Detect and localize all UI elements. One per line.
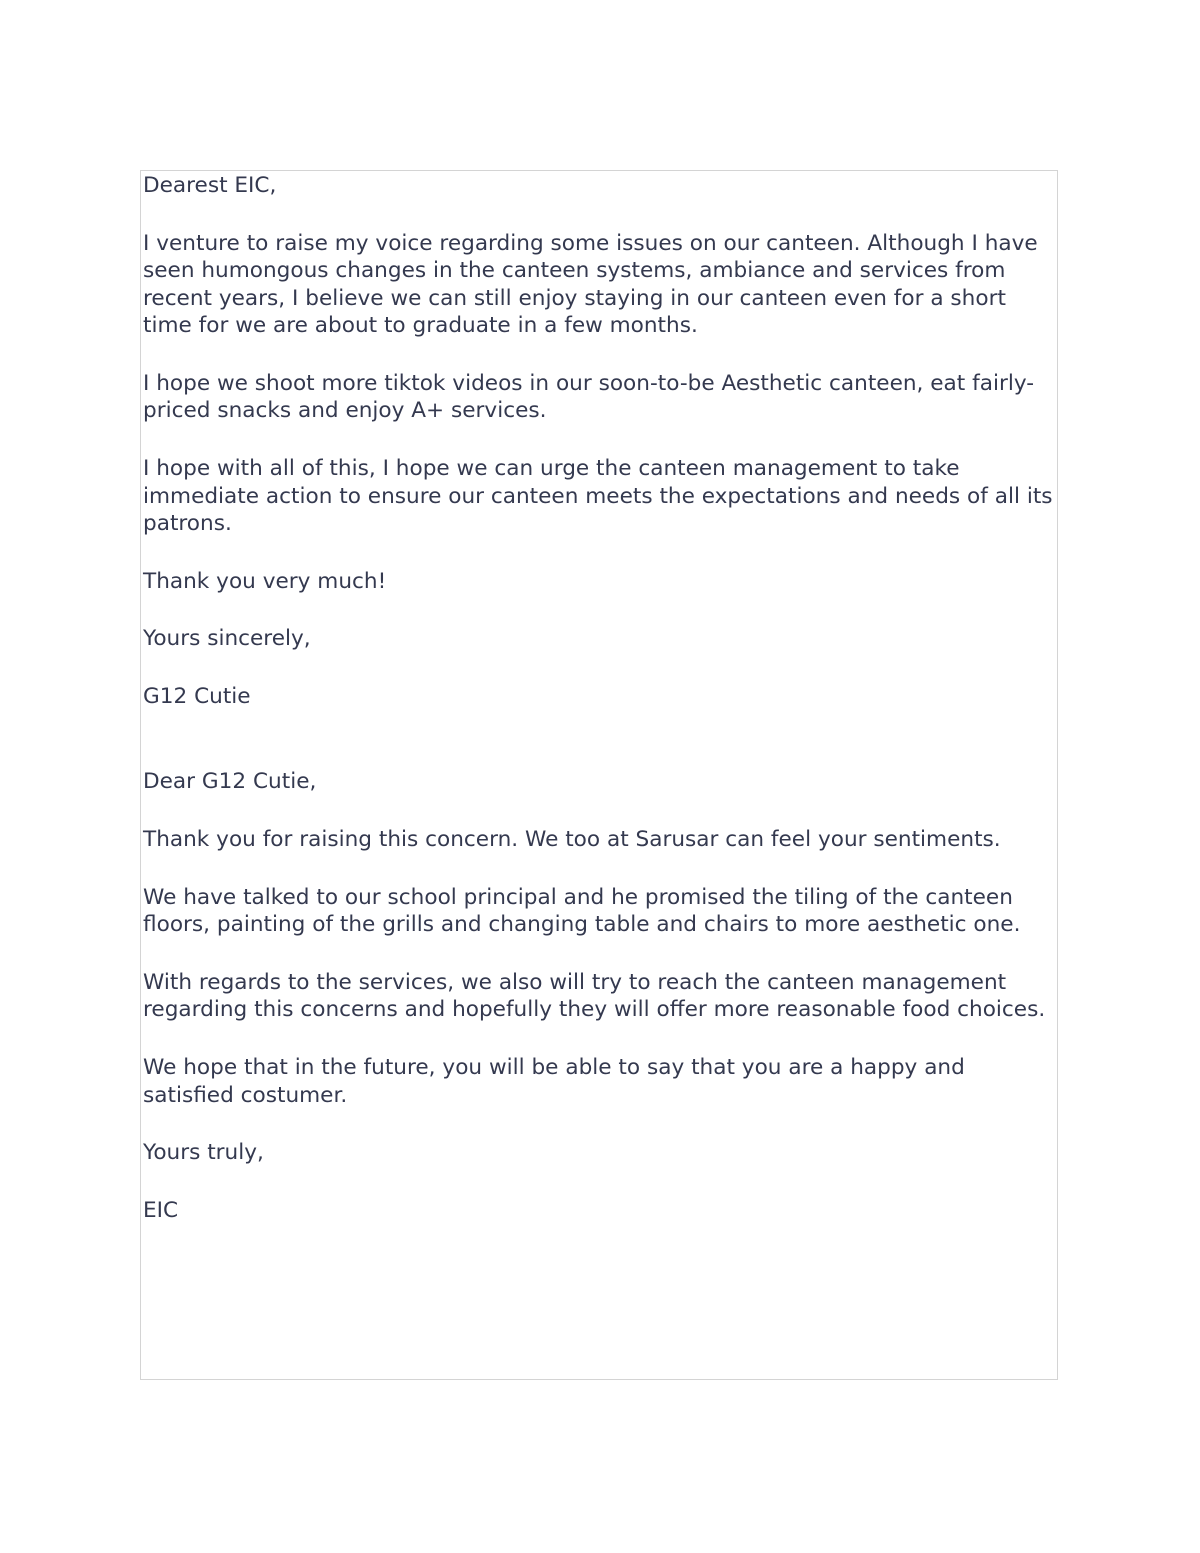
reply-greeting: Dear G12 Cutie, [143,769,317,795]
letter-paragraph-1: I venture to raise my voice regarding some issues on our canteen. Although I have seen humongous changes in the canteen systems, ambiance and services from recent years, I believe we can still enjoy staying in our canteen even for a short time for we are about to graduate in a few months. [143,230,1045,339]
letter-text-box [140,170,1058,1380]
reply-signature: EIC [143,1197,179,1223]
reply-closing: Yours truly, [143,1140,264,1166]
reply-paragraph-1: Thank you for raising this concern. We too at Sarusar can feel your sentiments. [143,827,1001,852]
letter-greeting: Dearest EIC, [143,173,277,198]
reply-paragraph-4: We hope that in the future, you will be able to say that you are a happy and satisfied costumer. [143,1055,972,1108]
letter-closing: Yours sincerely, [143,626,311,652]
letter-paragraph-2: I hope we shoot more tiktok videos in our soon-to-be Aesthetic canteen, eat fairly-priced snacks and enjoy A+ services. [143,370,1035,424]
letter-paragraph-3: I hope with all of this, I hope we can urge the canteen management to take immediate action to ensure our canteen meets the expectations and needs of all its patrons. [143,456,1060,537]
letter-paragraph-4: Thank you very much! [143,568,387,594]
letter-signature: G12 Cutie [143,684,251,710]
reply-paragraph-3: With regards to the services, we also will try to reach the canteen management regarding this concerns and hopefully they will offer more reasonable food choices. [143,969,1046,1023]
reply-paragraph-2: We have talked to our school principal and he promised the tiling of the canteen floors, painting of the grills and changing table and chairs to more aesthetic one. [143,884,1021,938]
